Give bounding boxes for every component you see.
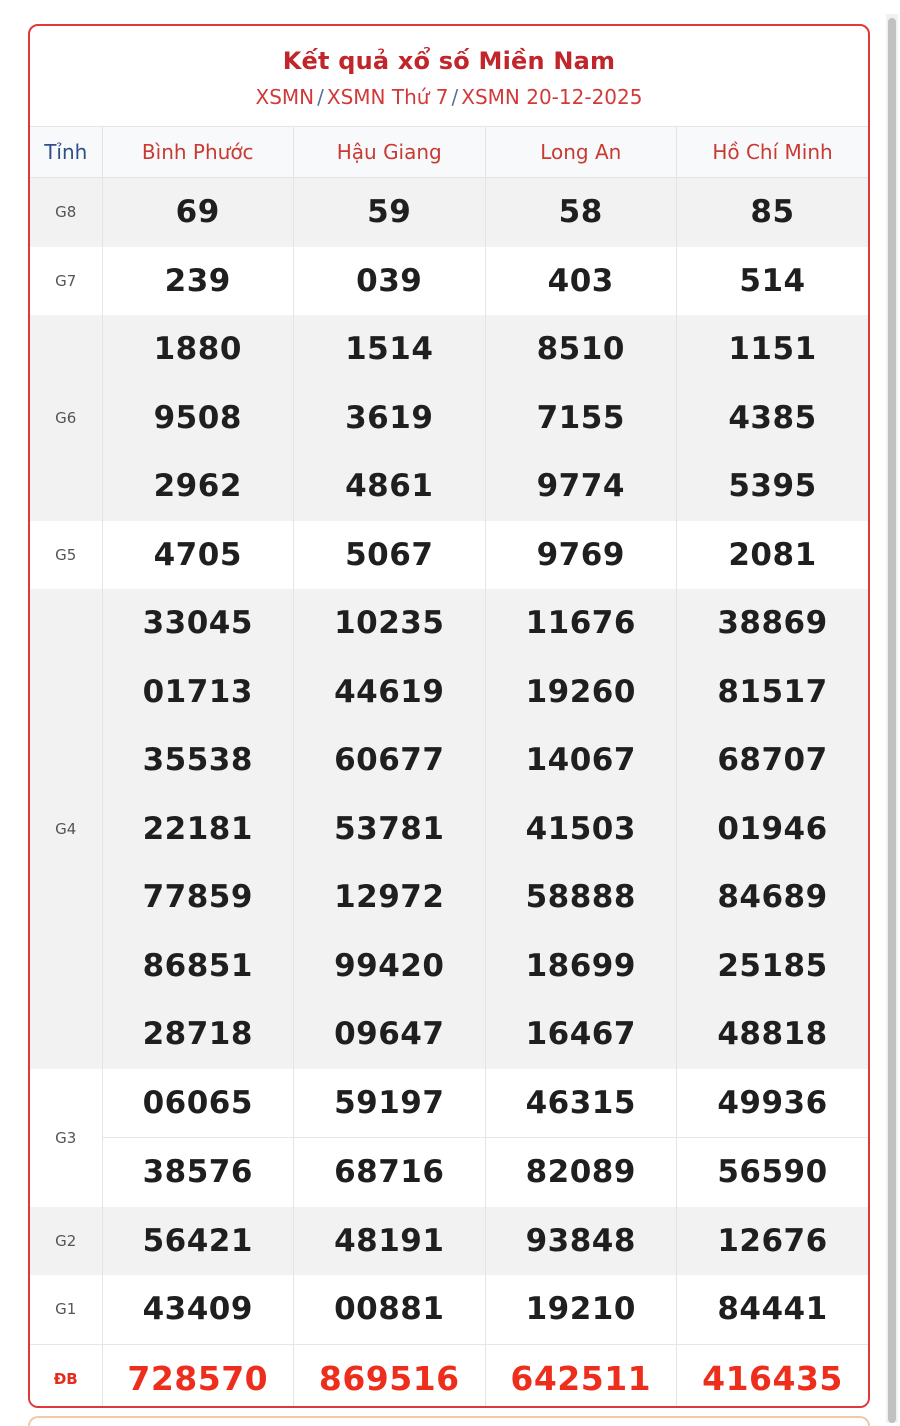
prize-number: 41503 (485, 795, 677, 864)
prize-row-special (30, 1344, 868, 1408)
prize-number: 12972 (294, 863, 486, 932)
special-prize-number: 728570 (102, 1344, 294, 1408)
prize-number: 7155 (485, 384, 677, 453)
breadcrumb-separator: / (451, 85, 459, 109)
prize-number: 43409 (102, 1275, 294, 1344)
prize-number: 93848 (485, 1207, 677, 1276)
prize-label: G7 (30, 247, 102, 316)
prize-number: 9774 (485, 452, 677, 521)
prize-label: G4 (30, 589, 102, 1069)
prize-row-g6 (30, 315, 868, 384)
prize-number: 56421 (102, 1207, 294, 1276)
province-header-row (30, 127, 868, 178)
scrollbar-thumb[interactable] (888, 18, 896, 1423)
prize-number: 4705 (102, 521, 294, 590)
prize-number: 09647 (294, 1000, 486, 1069)
results-table (30, 127, 868, 1408)
prize-number: 1880 (102, 315, 294, 384)
prize-row-g6 (30, 452, 868, 521)
prize-number: 2081 (677, 521, 869, 590)
prize-label: G6 (30, 315, 102, 521)
prize-label: G1 (30, 1275, 102, 1344)
province-column-header: Tỉnh (30, 127, 102, 178)
prize-number: 58888 (485, 863, 677, 932)
special-prize-number: 869516 (294, 1344, 486, 1408)
prize-label: G3 (30, 1069, 102, 1207)
prize-row-g1 (30, 1275, 868, 1344)
prize-number: 85 (677, 178, 869, 247)
prize-row-g2 (30, 1207, 868, 1276)
prize-number: 22181 (102, 795, 294, 864)
prize-number: 68707 (677, 726, 869, 795)
prize-number: 403 (485, 247, 677, 316)
prize-number: 9508 (102, 384, 294, 453)
prize-number: 82089 (485, 1138, 677, 1207)
prize-number: 35538 (102, 726, 294, 795)
prize-row-g4 (30, 658, 868, 727)
prize-number: 59197 (294, 1069, 486, 1138)
prize-number: 01946 (677, 795, 869, 864)
results-header (30, 26, 868, 127)
prize-number: 12676 (677, 1207, 869, 1276)
prize-row-g7 (30, 247, 868, 316)
prize-row-g4 (30, 795, 868, 864)
prize-number: 039 (294, 247, 486, 316)
vertical-scrollbar[interactable] (886, 14, 898, 1423)
prize-number: 56590 (677, 1138, 869, 1207)
page-title: Kết quả xổ số Miền Nam (282, 47, 616, 75)
province-long-an[interactable]: Long An (485, 127, 677, 178)
special-prize-number: 416435 (677, 1344, 869, 1408)
prize-number: 69 (102, 178, 294, 247)
prize-number: 11676 (485, 589, 677, 658)
prize-number: 60677 (294, 726, 486, 795)
province-hau-giang[interactable]: Hậu Giang (294, 127, 486, 178)
prize-number: 53781 (294, 795, 486, 864)
prize-number: 28718 (102, 1000, 294, 1069)
province-ho-chi-minh[interactable]: Hồ Chí Minh (677, 127, 869, 178)
prize-number: 8510 (485, 315, 677, 384)
results-card (28, 24, 870, 1408)
prize-label: G2 (30, 1207, 102, 1276)
breadcrumb (30, 84, 868, 110)
prize-number: 5395 (677, 452, 869, 521)
prize-number: 25185 (677, 932, 869, 1001)
prize-label: G5 (30, 521, 102, 590)
prize-number: 01713 (102, 658, 294, 727)
prize-number: 86851 (102, 932, 294, 1001)
prize-row-g3 (30, 1138, 868, 1207)
prize-row-g6 (30, 384, 868, 453)
prize-row-g4 (30, 863, 868, 932)
prize-row-g4 (30, 726, 868, 795)
prize-number: 14067 (485, 726, 677, 795)
prize-label: G8 (30, 178, 102, 247)
prize-number: 239 (102, 247, 294, 316)
prize-number: 99420 (294, 932, 486, 1001)
province-binh-phuoc[interactable]: Bình Phước (102, 127, 294, 178)
prize-number: 59 (294, 178, 486, 247)
prize-number: 46315 (485, 1069, 677, 1138)
prize-number: 18699 (485, 932, 677, 1001)
prize-number: 48191 (294, 1207, 486, 1276)
prize-row-g3 (30, 1069, 868, 1138)
breadcrumb-link-date[interactable]: XSMN 20-12-2025 (461, 85, 643, 109)
prize-number: 84441 (677, 1275, 869, 1344)
prize-number: 4861 (294, 452, 486, 521)
prize-row-g5 (30, 521, 868, 590)
prize-number: 19210 (485, 1275, 677, 1344)
breadcrumb-link-xsmn-thu7[interactable]: XSMN Thứ 7 (326, 85, 449, 109)
prize-number: 49936 (677, 1069, 869, 1138)
special-prize-label: ĐB (30, 1344, 102, 1408)
prize-number: 2962 (102, 452, 294, 521)
prize-number: 16467 (485, 1000, 677, 1069)
next-card-edge (28, 1416, 870, 1426)
prize-number: 81517 (677, 658, 869, 727)
breadcrumb-separator: / (317, 85, 324, 109)
prize-number: 58 (485, 178, 677, 247)
prize-number: 3619 (294, 384, 486, 453)
prize-number: 1514 (294, 315, 486, 384)
prize-row-g4 (30, 1000, 868, 1069)
prize-number: 10235 (294, 589, 486, 658)
special-prize-number: 642511 (485, 1344, 677, 1408)
prize-number: 00881 (294, 1275, 486, 1344)
prize-row-g4 (30, 932, 868, 1001)
prize-number: 68716 (294, 1138, 486, 1207)
prize-number: 48818 (677, 1000, 869, 1069)
prize-row-g4 (30, 589, 868, 658)
prize-number: 1151 (677, 315, 869, 384)
prize-row-g8 (30, 178, 868, 247)
prize-number: 06065 (102, 1069, 294, 1138)
prize-number: 77859 (102, 863, 294, 932)
prize-number: 514 (677, 247, 869, 316)
prize-number: 19260 (485, 658, 677, 727)
prize-number: 84689 (677, 863, 869, 932)
breadcrumb-link-xsmn[interactable]: XSMN (255, 85, 315, 109)
prize-number: 38869 (677, 589, 869, 658)
prize-number: 38576 (102, 1138, 294, 1207)
prize-number: 5067 (294, 521, 486, 590)
prize-number: 44619 (294, 658, 486, 727)
prize-number: 9769 (485, 521, 677, 590)
prize-number: 4385 (677, 384, 869, 453)
prize-number: 33045 (102, 589, 294, 658)
